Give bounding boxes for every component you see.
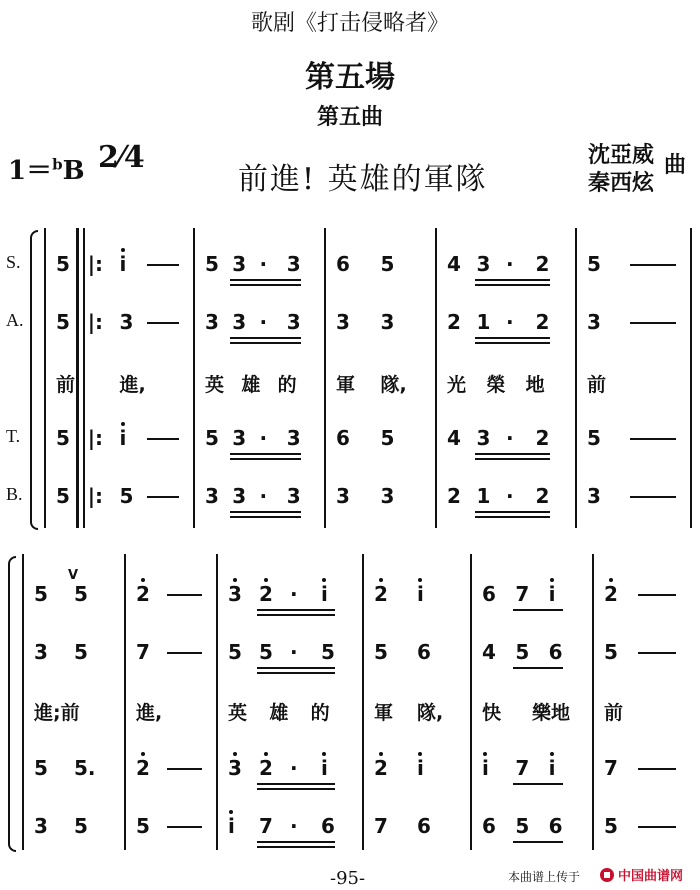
barline	[690, 228, 692, 528]
system-2-left-barline	[22, 554, 24, 850]
bass-note: ·	[259, 484, 268, 508]
voice-3-note: i	[549, 756, 556, 780]
composer-suffix: 曲	[664, 153, 687, 178]
lyric-syllable: 快	[482, 702, 502, 724]
bass-note: ·	[506, 484, 514, 508]
voice-3-note: i	[482, 756, 489, 780]
lyric-syllable: 英	[228, 702, 248, 724]
beam-underline	[257, 841, 335, 843]
alto-note: 3	[336, 310, 350, 334]
beam-underline	[230, 284, 301, 286]
lyric-syllable: 軍	[374, 702, 394, 724]
voice-1-note: 5	[34, 582, 48, 606]
system-1-left-barline	[44, 228, 46, 528]
sustain-dash	[638, 768, 676, 770]
lyric-syllable: 榮	[486, 374, 506, 396]
voice-1-note: i	[417, 582, 424, 606]
tenor-note: 5	[56, 426, 70, 450]
voice-3-note: 5.	[74, 756, 96, 780]
voice-2-note: 3	[34, 640, 48, 664]
beam-underline	[513, 783, 562, 785]
barline	[592, 554, 594, 850]
soprano-note: ·	[259, 252, 268, 276]
bass-note: 3	[380, 484, 395, 508]
voice-4-note: ·	[290, 814, 298, 838]
beam-underline	[257, 783, 335, 785]
alto-note: ·	[506, 310, 514, 334]
tenor-note: ·	[259, 426, 268, 450]
alto-label: A.	[6, 310, 24, 330]
score-system-1	[0, 222, 700, 532]
tenor-note: 3	[232, 426, 247, 450]
key-note: B	[62, 156, 85, 186]
site-logo	[598, 865, 696, 885]
voice-2-note: 6	[548, 640, 563, 664]
sustain-dash	[147, 264, 179, 266]
lyric-syllable: 進,	[136, 702, 163, 724]
voice-2-note: 5	[259, 640, 273, 664]
voice-3-note: 7	[515, 756, 530, 780]
beam-underline	[475, 511, 550, 513]
barline	[216, 554, 218, 850]
beam-underline	[475, 279, 550, 281]
voice-1-note: ·	[290, 582, 298, 606]
voice-3-note: i	[417, 756, 424, 780]
soprano-note: 3	[286, 252, 301, 276]
key-flat: b	[52, 155, 63, 174]
alto-note: 3	[380, 310, 395, 334]
sustain-dash	[147, 438, 179, 440]
voice-2-note: 5	[228, 640, 242, 664]
voice-2-note: 7	[136, 640, 150, 664]
piece-title: 第五曲	[316, 105, 383, 130]
sustain-dash	[167, 594, 202, 596]
voice-2-note: 5	[74, 640, 88, 664]
lyric-syllable: 的	[277, 374, 297, 396]
soprano-note: ·	[506, 252, 514, 276]
page-number: -95-	[330, 868, 366, 889]
lyric-syllable: 前	[587, 374, 607, 396]
lyric-syllable: 進;前	[34, 702, 80, 724]
tenor-note: 4	[447, 426, 461, 450]
voice-3-note: 3	[228, 756, 242, 780]
beam-underline	[475, 453, 550, 455]
bass-note: 5	[119, 484, 134, 508]
beam-underline	[230, 279, 301, 281]
tenor-note: 5	[205, 426, 219, 450]
lyric-syllable: 雄	[269, 702, 289, 724]
opera-title: 歌剧《打击侵略者》	[250, 11, 449, 36]
system-2-brace	[8, 556, 16, 852]
tenor-note: 3	[286, 426, 301, 450]
repeat-barline-thin	[83, 228, 85, 528]
beam-underline	[230, 516, 301, 518]
voice-4-note: 6	[548, 814, 563, 838]
voice-1-note: 2	[604, 582, 618, 606]
voice-4-note: 5	[515, 814, 530, 838]
beam-underline	[513, 609, 562, 611]
voice-2-note: 5	[321, 640, 335, 664]
bass-note: 2	[535, 484, 550, 508]
voice-4-note: 3	[34, 814, 48, 838]
alto-note: |:	[87, 310, 104, 334]
lyric-syllable: 前	[604, 702, 624, 724]
composers	[588, 142, 654, 198]
voice-4-note: i	[228, 814, 235, 838]
soprano-note: 3	[232, 252, 247, 276]
sustain-dash	[147, 496, 179, 498]
alto-note: 3	[205, 310, 219, 334]
voice-4-note: 5	[604, 814, 618, 838]
soprano-note: 4	[447, 252, 461, 276]
lyric-syllable: 進,	[119, 374, 146, 396]
sustain-dash	[638, 594, 676, 596]
key-prefix: 1＝	[8, 156, 53, 186]
composer-1: 沈亞威	[588, 143, 655, 168]
composer-2: 秦西炫	[588, 171, 655, 196]
barline	[124, 554, 126, 850]
beam-underline	[475, 458, 550, 460]
voice-4-note: 7	[259, 814, 273, 838]
voice-1-note: 2	[374, 582, 388, 606]
soprano-note: 3	[476, 252, 491, 276]
soprano-note: |:	[87, 252, 104, 276]
sustain-dash	[630, 496, 677, 498]
tenor-label: T.	[6, 426, 21, 446]
alto-note: 2	[535, 310, 550, 334]
alto-note: 1	[476, 310, 491, 334]
lyric-syllable: 地	[525, 374, 545, 396]
breath-mark: V	[68, 568, 79, 583]
voice-1-note: 2	[259, 582, 273, 606]
time-signature: 2⁄4	[98, 140, 145, 175]
tenor-note: ·	[506, 426, 514, 450]
barline	[575, 228, 577, 528]
voice-3-note: 5	[34, 756, 48, 780]
lyric-syllable: 樂地	[532, 702, 571, 724]
beam-underline	[257, 788, 335, 790]
tenor-note: 2	[535, 426, 550, 450]
beam-underline	[475, 337, 550, 339]
soprano-note: 5	[205, 252, 219, 276]
tenor-note: 5	[587, 426, 601, 450]
lyric-syllable: 光	[447, 374, 467, 396]
alto-note: 3	[587, 310, 601, 334]
bass-note: 5	[56, 484, 70, 508]
tenor-note: 3	[476, 426, 491, 450]
soprano-note: 6	[336, 252, 350, 276]
tenor-note: 6	[336, 426, 350, 450]
lyric-syllable: 英	[205, 374, 225, 396]
voice-4-note: 5	[136, 814, 150, 838]
score-system-2	[0, 552, 700, 852]
voice-2-note: 6	[417, 640, 431, 664]
bass-note: 1	[476, 484, 491, 508]
alto-note: 5	[56, 310, 70, 334]
beam-underline	[230, 342, 301, 344]
alto-note: 3	[286, 310, 301, 334]
sustain-dash	[630, 322, 677, 324]
voice-1-note: 3	[228, 582, 242, 606]
voice-3-note: 7	[604, 756, 618, 780]
repeat-barline-thick	[76, 228, 79, 528]
sustain-dash	[167, 826, 202, 828]
beam-underline	[513, 667, 562, 669]
voice-3-note: 2	[136, 756, 150, 780]
voice-3-note: i	[321, 756, 328, 780]
bass-note: 2	[447, 484, 461, 508]
sustain-dash	[630, 438, 677, 440]
beam-underline	[257, 672, 335, 674]
voice-1-note: i	[549, 582, 556, 606]
soprano-note: 5	[56, 252, 70, 276]
sustain-dash	[167, 768, 202, 770]
beam-underline	[475, 284, 550, 286]
voice-2-note: 5	[374, 640, 388, 664]
svg-text:中国曲谱网: 中国曲谱网	[618, 869, 684, 884]
voice-1-note: 2	[136, 582, 150, 606]
voice-2-note: ·	[290, 640, 298, 664]
voice-3-note: 2	[259, 756, 273, 780]
beam-underline	[475, 516, 550, 518]
system-1-brace	[30, 230, 38, 530]
voice-2-note: 5	[515, 640, 530, 664]
lyric-syllable: 隊,	[380, 374, 407, 396]
beam-underline	[257, 667, 335, 669]
scene-title: 第五場	[305, 60, 395, 95]
beam-underline	[257, 846, 335, 848]
bass-note: |:	[87, 484, 104, 508]
voice-1-note: 6	[482, 582, 496, 606]
soprano-label: S.	[6, 252, 21, 272]
barline	[324, 228, 326, 528]
key-signature	[8, 150, 85, 187]
soprano-note: i	[120, 252, 127, 276]
lyric-syllable: 隊,	[417, 702, 444, 724]
sustain-dash	[147, 322, 179, 324]
lyric-syllable: 的	[310, 702, 330, 724]
alto-note: ·	[259, 310, 268, 334]
voice-4-note: 6	[321, 814, 335, 838]
bass-note: 3	[232, 484, 247, 508]
bass-note: 3	[336, 484, 350, 508]
voice-2-note: 5	[604, 640, 618, 664]
beam-underline	[230, 458, 301, 460]
sustain-dash	[638, 652, 676, 654]
beam-underline	[230, 337, 301, 339]
lyric-syllable: 雄	[241, 374, 261, 396]
bass-label: B.	[6, 484, 23, 504]
sustain-dash	[638, 826, 676, 828]
voice-1-note: 5	[74, 582, 88, 606]
voice-4-note: 5	[74, 814, 88, 838]
barline	[362, 554, 364, 850]
voice-3-note: 2	[374, 756, 388, 780]
barline	[470, 554, 472, 850]
upload-note: 本曲谱上传于	[508, 870, 581, 884]
beam-underline	[513, 841, 562, 843]
bass-note: 3	[587, 484, 601, 508]
sustain-dash	[630, 264, 677, 266]
tenor-note: i	[120, 426, 127, 450]
beam-underline	[257, 614, 335, 616]
song-title: 前進! 英雄的軍隊	[238, 162, 488, 197]
voice-3-note: ·	[290, 756, 298, 780]
voice-4-note: 7	[374, 814, 388, 838]
beam-underline	[230, 511, 301, 513]
alto-note: 3	[119, 310, 134, 334]
tenor-note: 5	[380, 426, 395, 450]
soprano-note: 2	[535, 252, 550, 276]
lyric-syllable: 前	[56, 374, 76, 396]
soprano-note: 5	[587, 252, 601, 276]
soprano-note: 5	[380, 252, 395, 276]
sustain-dash	[167, 652, 202, 654]
bass-note: 3	[205, 484, 219, 508]
lyric-syllable: 軍	[336, 374, 356, 396]
voice-1-note: i	[321, 582, 328, 606]
bass-note: 3	[286, 484, 301, 508]
alto-note: 3	[232, 310, 247, 334]
beam-underline	[475, 342, 550, 344]
beam-underline	[257, 609, 335, 611]
voice-4-note: 6	[417, 814, 431, 838]
barline	[193, 228, 195, 528]
voice-4-note: 6	[482, 814, 496, 838]
beam-underline	[230, 453, 301, 455]
voice-2-note: 4	[482, 640, 496, 664]
alto-note: 2	[447, 310, 461, 334]
voice-1-note: 7	[515, 582, 530, 606]
tenor-note: |:	[87, 426, 104, 450]
barline	[435, 228, 437, 528]
